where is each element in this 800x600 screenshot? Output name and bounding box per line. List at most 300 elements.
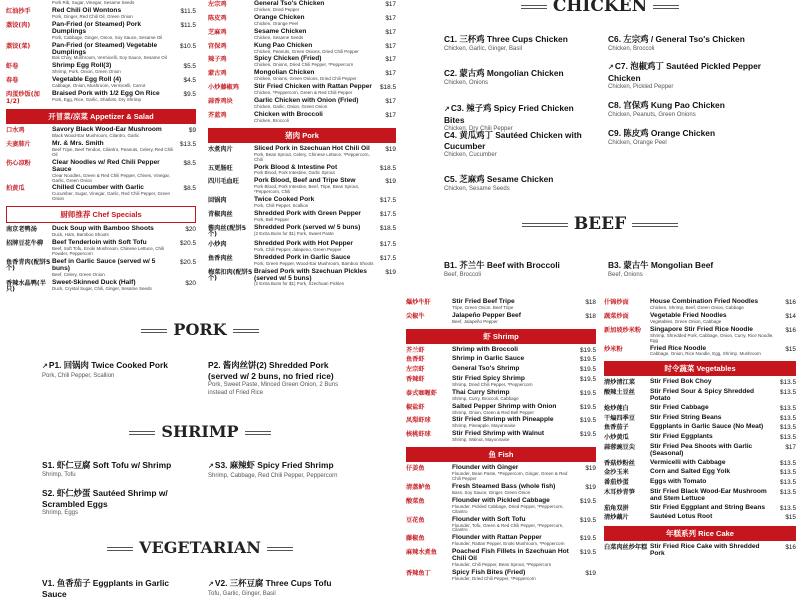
item-description: Pork, Sweet Paste, Minced Green Onion, 2 Buns instead of Fried Rice	[208, 382, 339, 396]
item-price: $17	[385, 56, 396, 64]
web-item-title	[608, 128, 794, 139]
item-description: Chicken, Broccoli	[608, 45, 655, 52]
item-price: $20.5	[180, 258, 196, 266]
item-body	[452, 431, 574, 443]
item-price: $13.5	[780, 404, 796, 412]
web-menu-item	[444, 174, 594, 193]
item-english-name: Shredded Pork in Garlic Sauce	[254, 253, 351, 261]
item-chinese-name: 香辣水晶鸭(半只)	[6, 279, 46, 294]
item-description: Chicken, Broccoli	[254, 117, 289, 123]
item-body	[254, 43, 374, 55]
menu-item	[406, 464, 596, 483]
item-chinese-name: 辣子鸡	[208, 56, 227, 64]
web-menu-item	[608, 128, 794, 147]
item-english-name: Stir Fried Shrimp with Pineapple	[452, 416, 554, 424]
item-body	[650, 505, 774, 513]
web-menu-item	[208, 578, 358, 599]
item-price: $16	[785, 544, 796, 552]
item-body	[254, 197, 374, 209]
item-english-name: Stir Fried String Beans	[650, 413, 722, 421]
item-chinese-name: 南京老鸭汤	[6, 226, 37, 234]
item-chinese-name: 梅菜扣肉(配饼5个)	[208, 268, 253, 283]
item-price: $4.5	[183, 77, 196, 85]
item-code: C3.	[450, 103, 464, 113]
item-english-name: Stir Fried Beef Tripe	[452, 298, 515, 305]
web-item-title	[608, 34, 794, 45]
web-menu-item	[444, 68, 594, 87]
item-price: $17	[785, 443, 796, 451]
section-bar-shrimp: 虾 Shrimp	[406, 329, 596, 344]
item-body	[254, 56, 374, 68]
item-chinese-name: 番茄炒蛋	[604, 479, 629, 487]
menu-item	[406, 497, 596, 516]
item-body	[650, 544, 774, 558]
item-price: $5.5	[183, 63, 196, 71]
item-chinese-name: 尖椒牛	[406, 312, 425, 320]
menu-item	[6, 258, 196, 279]
item-english-name: Shredded Pork with Hot Pepper	[254, 239, 353, 247]
item-body	[452, 366, 574, 374]
web-item-title	[444, 34, 594, 45]
item-price: $19.5	[580, 403, 596, 411]
item-price: $19.5	[580, 356, 596, 364]
item-english-name: Spicy Fried Shrimp	[257, 460, 334, 470]
item-body	[52, 43, 174, 62]
item-english-name: Spicy Chicken (Fried)	[254, 55, 322, 63]
item-description: Flounder, Chili Pepper, Bean Sprout, *Peppercorn	[452, 562, 552, 568]
pepper-icon: ↗	[208, 581, 214, 588]
item-price: $17	[385, 14, 396, 22]
item-description: Chicken, Orange Peel	[608, 139, 667, 146]
item-price: $13.5	[780, 389, 796, 397]
item-body	[52, 91, 174, 105]
item-english-name: Stir Fried Spicy Shrimp	[452, 374, 525, 382]
item-chinese-name: 蒜蓉豌豆尖	[604, 443, 635, 451]
menu-item	[6, 7, 196, 21]
item-chinese-name: 黄瓜鸡丁	[459, 130, 493, 140]
section-bar-fish: 鱼 Fish	[406, 447, 596, 462]
item-body	[52, 259, 174, 278]
item-description: Pork, Cabbage, Ginger, Onion, Soy Sauce, Sesame Oil	[52, 34, 163, 40]
item-body	[52, 226, 174, 238]
item-chinese-name: 炒米粉	[604, 345, 623, 353]
item-price: $13.5	[780, 414, 796, 422]
item-english-name: Eggplants in Garlic Sauce	[42, 578, 170, 599]
item-price: $19.5	[580, 549, 596, 557]
item-english-name: Flounder with Rattan Pepper	[452, 534, 542, 542]
item-body	[650, 460, 774, 468]
web-item-title	[444, 130, 594, 151]
item-chinese-name: 蒸饺(肉)	[6, 21, 31, 29]
item-description: Tofu, Garlic, Ginger, Basil	[208, 590, 276, 597]
item-price: $17.5	[380, 211, 396, 219]
item-price: $17	[385, 70, 396, 78]
menu-item	[406, 548, 596, 569]
menu-item	[208, 164, 396, 178]
menu-item	[604, 459, 796, 469]
item-english-name: Clear Noodles w/ Red Chili Pepper Sauce	[52, 158, 160, 173]
item-description: Vegetables, Green Onion, Cabbage	[650, 318, 722, 324]
item-english-name: Kung Pao Chicken	[650, 100, 725, 110]
menu-item	[6, 159, 196, 185]
section-bar-rice-cake: 年糕系列 Rice Cake	[604, 526, 796, 541]
menu-item	[406, 416, 596, 430]
menu-item	[406, 534, 596, 548]
item-description: Pork, Egg, Rice, Garlic, Shallots, Dry Shrimp	[52, 97, 142, 102]
menu-item	[406, 355, 596, 365]
item-price: $19	[585, 465, 596, 473]
menu-item	[406, 403, 596, 417]
menu-item	[6, 76, 196, 90]
item-price: $19	[585, 483, 596, 491]
item-code: S3.	[214, 460, 228, 470]
item-english-name: Shrimp with Broccoli	[452, 345, 518, 353]
item-body	[254, 255, 374, 267]
menu-item	[604, 513, 796, 523]
item-body	[52, 280, 174, 294]
item-body	[650, 434, 774, 442]
item-price: $16	[785, 326, 796, 334]
item-description: Shrimp, Shredded Pork, Cabbage, Onion, Curry, Rice Noodle, Egg	[650, 332, 774, 343]
item-description: (2 Extra Buns for $1) Pork, Szechuan Pickles	[254, 281, 345, 287]
pepper-icon: ↗	[42, 363, 48, 370]
item-body	[254, 1, 374, 13]
web-menu-item	[42, 360, 192, 381]
item-description: Shrimp, Dried Chili Pepper, *Peppercorn	[452, 381, 533, 387]
web-item-title	[208, 460, 358, 472]
item-code: P2.	[208, 360, 221, 370]
item-description: Pork, Bean Sprout, Celery, Chinese Lettuce, *Peppercorn, Chili	[254, 151, 370, 162]
item-english-name: Stir Fried Sour & Spicy Shredded Potato	[650, 388, 755, 403]
menu-item	[406, 375, 596, 389]
item-english-name: Red Chili Oil Wontons	[52, 6, 122, 14]
item-price: $19.5	[580, 431, 596, 439]
item-description: Cucumber, Sugar, Vinegar, Garlic, Red Chili Pepper, Green Onion	[52, 191, 170, 202]
item-english-name: Shredded Pork (served w/ 5 buns)	[254, 223, 361, 231]
item-body	[254, 269, 374, 288]
item-chinese-name: 宫保鸡	[623, 100, 649, 110]
item-description: Beef, Broccoli	[444, 271, 482, 278]
item-description: Chicken, Shrimp, Beef, Green Onion, Cabbage	[650, 304, 744, 310]
item-price: $20	[185, 279, 196, 287]
item-price: $19.5	[580, 497, 596, 505]
menu-column-right	[604, 298, 796, 600]
item-chinese-name: 酱肉丝饼(2)	[222, 360, 267, 370]
item-chinese-name: 芝麻鸡	[208, 28, 227, 36]
item-english-name: Chicken with Broccoli	[254, 110, 323, 118]
item-chinese-name: 芥兰牛	[459, 260, 485, 270]
menu-item	[604, 414, 796, 424]
item-description: Chicken, Pickled Pepper	[608, 84, 674, 91]
item-english-name: Twice Cooked Pork	[91, 360, 168, 370]
item-description: Flounder, Bean Paste, *Peppercorn, Ginger, Green & Red Chili Pepper	[452, 471, 568, 482]
item-price: $8.5	[183, 159, 196, 167]
item-price: $15	[785, 514, 796, 522]
item-price: $17	[385, 42, 396, 50]
item-chinese-name: 鱼香虾	[406, 356, 425, 364]
item-body	[650, 479, 774, 487]
item-chinese-name: 蒜香鸡块	[208, 98, 233, 106]
item-chinese-name: 泡椒鸡丁	[630, 61, 664, 71]
item-price: $15	[785, 345, 796, 353]
item-description: Flounder, Tofu, Green & Red Chili Pepper, *Peppercorn, Cilantro	[452, 522, 564, 533]
item-chinese-name: 蒸饺(菜)	[6, 42, 31, 50]
menu-item	[406, 312, 596, 326]
item-body	[650, 299, 774, 311]
menu-item	[604, 488, 796, 504]
menu-item	[604, 326, 796, 345]
web-menu-item	[444, 130, 594, 160]
item-english-name: Shrimp in Garlic Sauce	[452, 355, 525, 363]
item-chinese-name: 陈皮鸡	[208, 14, 227, 22]
item-english-name: Garlic Chicken with Onion (Fried)	[254, 97, 359, 105]
item-price: $20.5	[180, 240, 196, 248]
item-body	[254, 146, 374, 163]
item-code: V2.	[214, 578, 228, 588]
item-body	[254, 98, 374, 110]
item-body	[452, 376, 574, 388]
item-body	[52, 185, 174, 202]
item-english-name: Stir Fried Eggplants	[650, 433, 713, 441]
item-english-name: Duck Soup with Bamboo Shoots	[52, 225, 154, 233]
item-english-name: Sesame Chicken	[486, 174, 554, 184]
item-chinese-name: 藤椒鱼	[406, 535, 425, 543]
item-english-name: Sautéed Pickled Pepper Chicken	[608, 61, 762, 83]
item-english-name: Mongolian Beef	[650, 260, 714, 270]
item-price: $18.5	[380, 164, 396, 172]
item-description: (2 Extra Buns for $1) Pork, Sweet Paste	[254, 230, 334, 236]
item-code: C8.	[608, 100, 622, 110]
item-description: Chicken, Peanuts, Green Onions	[608, 111, 696, 118]
item-chinese-name: 小炒黄瓜	[604, 434, 629, 442]
item-price: $19	[385, 268, 396, 276]
item-body	[452, 535, 574, 547]
item-description: Pork, Bell Pepper	[254, 216, 290, 222]
item-chinese-name: 拍黄瓜	[6, 185, 25, 193]
menu-item	[604, 404, 796, 414]
item-body	[52, 8, 174, 20]
item-body	[650, 346, 774, 358]
item-english-name: Salted Pepper Shrimp with Onion	[452, 402, 557, 410]
item-price: $19	[385, 145, 396, 153]
item-chinese-name: 酱肉丝(配饼5个)	[208, 224, 247, 239]
item-body	[650, 327, 774, 344]
item-chinese-name: 回锅肉	[208, 197, 227, 205]
item-body	[254, 112, 374, 124]
item-chinese-name: 口水鸡	[6, 127, 25, 135]
menu-column-right	[208, 0, 396, 298]
web-item-title	[42, 360, 192, 372]
item-description: Shrimp, Eggs	[42, 510, 79, 516]
item-body	[452, 465, 574, 482]
item-description: Beef, Onions	[608, 271, 643, 278]
section-bar-vegetables: 时令蔬菜 Vegetables	[604, 361, 796, 376]
item-body	[650, 514, 774, 522]
item-body	[452, 404, 574, 416]
item-body	[452, 498, 574, 515]
web-item-title	[444, 103, 594, 125]
item-english-name: Beef Tenderloin with Soft Tofu	[52, 239, 147, 247]
item-english-name: Shredded Pork with Green Pepper	[254, 210, 361, 218]
item-english-name: Flounder with Soft Tofu	[452, 515, 526, 523]
item-chinese-name: 四川毛血旺	[208, 178, 239, 186]
item-price: $18	[585, 312, 596, 320]
item-body	[254, 84, 374, 96]
item-english-name: Pan-Fried (or Steamed) Vegetable Dumplings	[52, 41, 158, 56]
item-chinese-name: 芥蓝鸡	[208, 111, 227, 119]
item-description: Pork, Chili Pepper, Scallion	[254, 203, 309, 209]
menu-item	[604, 423, 796, 433]
item-english-name: Vegetable Fried Noodles	[650, 311, 727, 319]
item-english-name: Beef in Garlic Sauce (served w/ 5 buns)	[52, 257, 156, 272]
item-chinese-name: 三杯豆腐	[229, 578, 264, 588]
item-description: Chicken, *Peppercorn, Green & Red Chili Pepper	[254, 90, 353, 96]
item-description: Duck, Ham, Bamboo Shoots	[52, 232, 109, 238]
item-chinese-name: 酸辣土豆丝	[604, 389, 635, 397]
item-chinese-name: 蒙古牛	[623, 260, 649, 270]
item-chinese-name: 新加坡炒米粉	[604, 326, 642, 334]
item-english-name: Orange Chicken	[650, 128, 716, 138]
item-chinese-name: 回锅肉	[63, 360, 89, 370]
item-description: Beef, Soft Tofu, Enoki Mushroom, Chinese Lettuce, Chili Powder, Peppercorn	[52, 246, 164, 256]
item-chinese-name: 蒙古鸡	[208, 70, 227, 78]
item-chinese-name: 左宗鸡	[623, 34, 649, 44]
item-price: $13.5	[780, 504, 796, 512]
menu-item	[6, 90, 196, 106]
item-chinese-name: 春卷	[6, 77, 19, 85]
item-chinese-name: 鱼香青肉(配饼5个)	[6, 258, 51, 273]
menu-item	[208, 28, 396, 42]
item-chinese-name: 木耳炒青笋	[604, 488, 635, 496]
item-english-name: Chilled Cucumber with Garlic	[52, 184, 144, 192]
item-body	[650, 469, 774, 477]
web-menu-item	[444, 34, 594, 53]
item-price: $9	[188, 127, 196, 135]
item-description: Chicken, Dry Chili Pepper	[444, 126, 513, 133]
item-english-name: Sweet-Skinned Duck (Half)	[52, 278, 136, 286]
item-chinese-name: 蔬菜炒面	[604, 312, 629, 320]
item-chinese-name: 炝炒莲白	[604, 404, 629, 412]
item-english-name: Spicy Fried Chicken Bites	[444, 103, 574, 125]
item-description: Chicken, Onions, Dried Chili Pepper, *Peppercorn	[254, 62, 354, 68]
item-chinese-name: 核桃虾球	[406, 431, 431, 439]
item-english-name: Thai Curry Shrimp	[452, 388, 510, 396]
item-price: $9.5	[183, 91, 196, 99]
item-body	[254, 165, 374, 177]
item-description: Shrimp, Pineapple, Mayonnaise	[452, 423, 516, 429]
web-menu-pork-shrimp-veg	[0, 298, 400, 600]
item-chinese-name: 香辣鱼丁	[406, 570, 431, 578]
item-chinese-name: 左宗虾	[406, 366, 425, 374]
item-price: $16	[785, 299, 796, 306]
item-description: Pork Blood, Pork Intestine, Beef, Tripe, Bean Sprout, *Peppercorn, Chili	[254, 184, 360, 195]
menu-item	[6, 140, 196, 159]
menu-item	[604, 478, 796, 488]
item-chinese-name: 香辣虾	[406, 375, 425, 383]
item-price: $13.5	[780, 459, 796, 467]
item-price: $19.5	[580, 346, 596, 354]
item-chinese-name: 麻辣水煮鱼	[406, 549, 437, 557]
item-chinese-name: 爆炒牛肝	[406, 299, 431, 306]
item-english-name: Sautéed Chicken with Cucumber	[444, 130, 582, 151]
item-chinese-name: 清蒸鲈鱼	[406, 483, 431, 491]
item-price: $13.5	[780, 424, 796, 432]
item-body	[650, 444, 774, 458]
menu-column-left	[406, 298, 596, 600]
item-chinese-name: 蒙古鸡	[459, 68, 485, 78]
item-english-name: Savory Black Wood-Ear Mushroom	[52, 126, 162, 134]
menu-item	[6, 126, 196, 140]
item-body	[52, 240, 174, 257]
menu-item	[208, 254, 396, 268]
menu-item	[406, 516, 596, 535]
menu-item	[208, 210, 396, 224]
item-price: $8.5	[183, 185, 196, 193]
item-english-name: Mongolian Chicken	[486, 68, 564, 78]
item-body	[650, 415, 774, 423]
section-bar-appetizer: 开冒菜/凉菜 Appetizer & Salad	[6, 109, 196, 124]
web-item-title	[42, 578, 192, 599]
item-english-name: Stir Fried Black Wood-Ear Mushroom and Stem Lettuce	[650, 487, 767, 502]
menu-item	[208, 224, 396, 240]
web-item-title	[444, 260, 594, 271]
item-chinese-name: 香菇炒粉丝	[604, 459, 635, 467]
item-description: Chicken, Onions, Green Onions, Dried Chili Pepper	[254, 76, 357, 82]
section-title-pork: PORK	[0, 320, 400, 339]
web-item-title	[208, 360, 358, 381]
item-price: $13.5	[780, 379, 796, 387]
item-description: Shrimp, Cabbage, Red Chili Pepper, Peppercorn	[208, 472, 338, 479]
menu-item	[6, 42, 196, 63]
item-code: V1.	[42, 578, 55, 588]
menu-item	[208, 97, 396, 111]
item-body	[254, 241, 374, 253]
item-body	[254, 70, 374, 82]
item-body	[254, 15, 374, 27]
web-menu-item	[208, 360, 358, 398]
menu-item	[406, 569, 596, 583]
menu-item	[604, 345, 796, 359]
item-chinese-name: 芝麻鸡	[459, 174, 485, 184]
item-price: $17	[385, 28, 396, 36]
item-chinese-name: 仔姜鱼	[406, 465, 425, 473]
item-chinese-name: 鱼香茄子	[604, 424, 629, 432]
item-chinese-name: 青椒肉丝	[208, 211, 233, 219]
item-description: Chicken, Orange Peel	[254, 20, 299, 26]
item-body	[650, 489, 774, 503]
item-price: $19.5	[580, 375, 596, 383]
web-menu-chicken-beef	[400, 0, 800, 298]
item-chinese-name: 什锦炒面	[604, 299, 629, 306]
item-chinese-name: 酸菜鱼	[406, 497, 425, 505]
item-body	[452, 570, 574, 582]
item-english-name: Pork Blood & Intestine Pot	[254, 163, 338, 171]
menu-item	[604, 504, 796, 514]
item-chinese-name: 虾仁豆腐	[56, 460, 91, 470]
item-chinese-name	[6, 1, 52, 6]
item-description: Cabbage, Onion, Mushroom, Vermicelli, Carrot	[52, 83, 146, 89]
item-english-name: Flounder with Pickled Cabbage	[452, 496, 550, 504]
item-description: Shrimp, Walnut, Mayonnaise	[452, 437, 510, 443]
item-price: $19.5	[580, 366, 596, 374]
web-menu-item	[208, 460, 358, 481]
item-body	[452, 313, 574, 325]
item-description: Chicken, Sesame Seeds	[254, 34, 304, 40]
item-price: $10.5	[180, 42, 196, 50]
item-chinese-name: 麻辣虾	[229, 460, 255, 470]
item-body	[650, 405, 774, 413]
item-english-name: Fresh Steamed Bass (whole fish)	[452, 482, 556, 490]
